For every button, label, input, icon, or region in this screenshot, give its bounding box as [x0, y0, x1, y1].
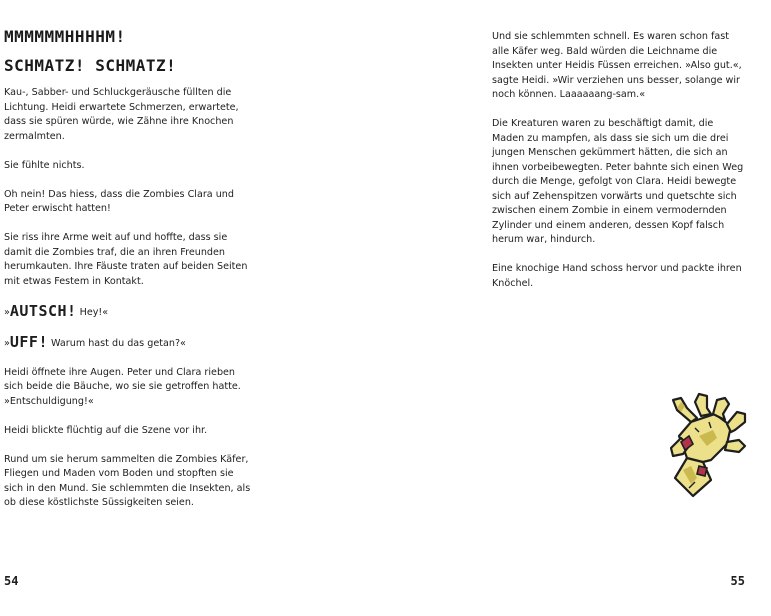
left-text-column: [4, 28, 254, 525]
dialogue-autsch: [4, 301, 254, 321]
paragraph: Heidi blickte flüchtig auf die Szene vor ihr.: [4, 424, 208, 436]
left-page: [0, 0, 385, 616]
paragraph: Sie riss ihre Arme weit auf und hoffte, dass sie damit die Zombies traf, die an ihren Freunden herumkauten. Ihre Fäuste traten auf beiden Seiten mit etwas Festem in Kontakt.: [4, 232, 248, 287]
dialogue-uff: [4, 332, 254, 352]
paragraph: Eine knochige Hand schoss hervor und packte ihren Knöchel.: [492, 263, 742, 289]
quote-mark: »: [4, 306, 10, 318]
paragraph: Und sie schlemmten schnell. Es waren schon fast alle Käfer weg. Bald würden die Leichname die Insekten unter Heidis Füssen erreichen. »Also gut.«, sagte Heidi. »Wir verziehen uns besser, solange wir noch können. Laaaaaang-sam.«: [492, 31, 742, 100]
sound-effect-autsch: AUTSCH!: [9, 301, 77, 320]
page-number-left: 54: [4, 574, 19, 588]
paragraph: Rund um sie herum sammelten die Zombies Käfer, Fliegen und Maden vom Boden und stopften sie sich in den Mund. Sie schlemmten die Insekten, als ob diese köstlichste Süssigkeiten seien.: [4, 453, 251, 508]
sound-effect-uff: UFF!: [9, 332, 48, 351]
right-page: [386, 0, 771, 616]
paragraph: Heidi öffnete ihre Augen. Peter und Clara rieben sich beide die Bäuche, wo sie sie getroffen hatte. »Entschuldigung!«: [4, 366, 241, 407]
dialogue-text: Hey!«: [76, 306, 109, 318]
paragraph: Sie fühlte nichts.: [4, 159, 85, 171]
paragraph: Oh nein! Das hiess, dass die Zombies Clara und Peter erwischt hatten!: [4, 188, 234, 214]
sound-effect-mmmm: MMMMMMHHHHM!: [4, 27, 126, 46]
paragraph: Kau-, Sabber- und Schluckgeräusche füllten die Lichtung. Heidi erwartete Schmerzen, erwartete, dass sie spüren würde, wie Zähne ihre Knochen zermalmten.: [4, 87, 239, 142]
quote-mark: »: [4, 337, 10, 349]
right-text-column: [492, 30, 747, 306]
paragraph: Die Kreaturen waren zu beschäftigt damit, die Maden zu mampfen, als dass sie sich um die drei jungen Menschen gekümmert hätten, die sich an ihnen vorbeibewegten. Peter bahnte sich einen Weg durch die Menge, gefolgt von Clara. Heidi bewegte sich auf Zehenspitzen vorwärts und quetschte sich zwischen einem Zombie in einem vermodernden Zylinder und einem anderen, dessen Kopf falsch herum war, hindurch.: [492, 118, 744, 245]
page-number-right: 55: [730, 574, 745, 588]
sound-effect-schmatz: SCHMATZ! SCHMATZ!: [4, 56, 177, 75]
zombie-hand-icon: [669, 392, 749, 500]
dialogue-text: Warum hast du das getan?«: [48, 337, 186, 349]
